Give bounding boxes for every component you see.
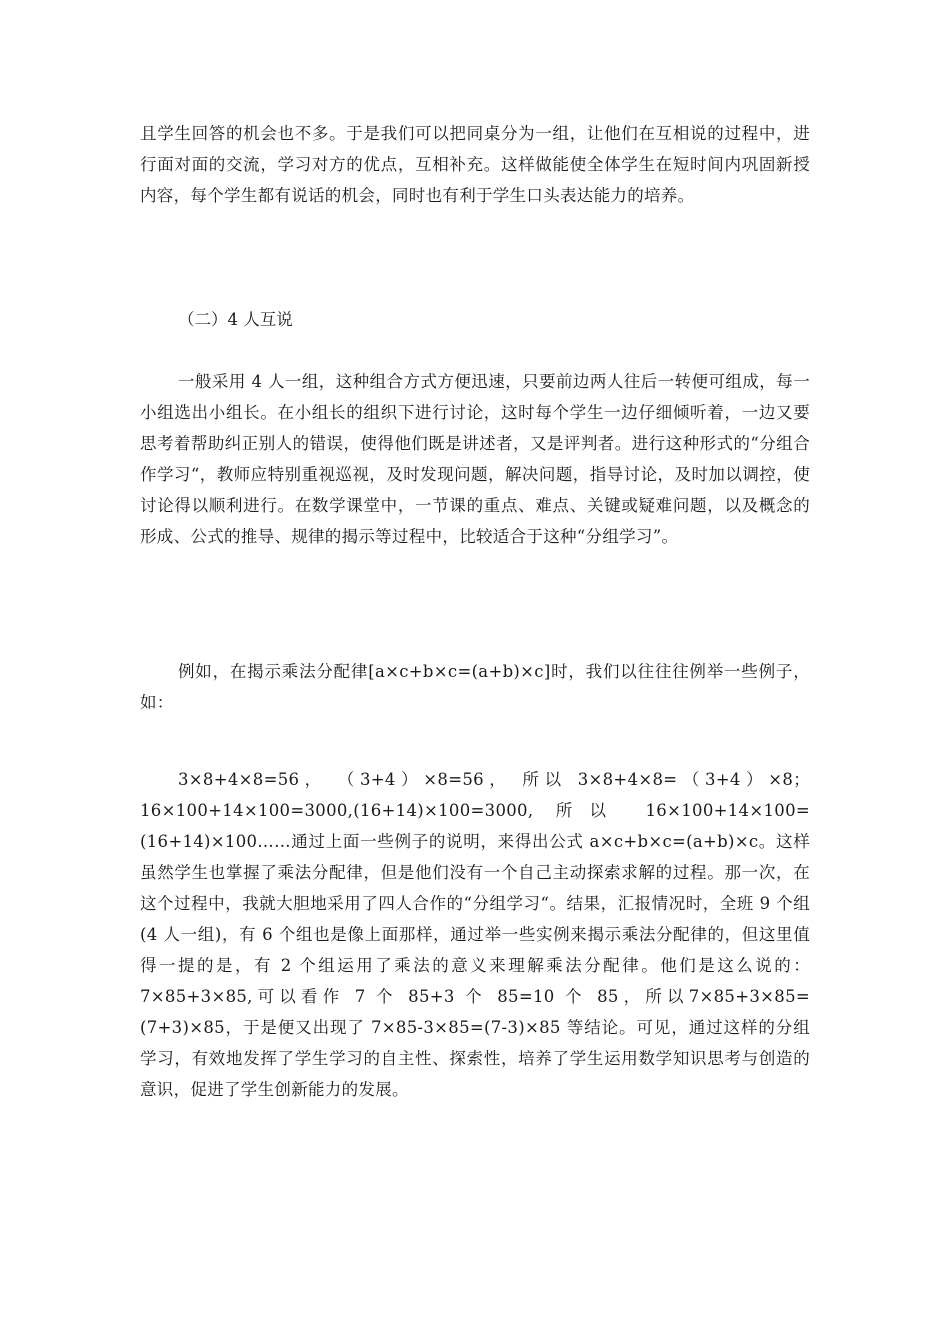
- section-heading-four-person: （二）4 人互说: [178, 310, 293, 329]
- paragraph-example-details: 3×8+4×8=56， （3+4）×8=56， 所以 3×8+4×8=（3+4）×8；16×100+14×100=3000,(16+14)×100=3000, 所以 16×100+14×100=(16+14)×100……通过上面一些例子的说明，来得出公式 a×c+b×c=(a+b)×c。这样虽然学生也掌握了乘法分配律，但是他们没有一个自己主动探索求解的过程。那一次，在这个过程中，我就大胆地采用了四人合作的“分组学习“。结果，汇报情况时，全班 9 个组(4 人一组)，有 6 个组也是像上面那样，通过举一些实例来揭示乘法分配律的，但这里值得一提的是，有 2 个组运用了乘法的意义来理解乘法分配律。他们是这么说的：7×85+3×85,可以看作 7 个 85+3 个 85=10 个 85，所以7×85+3×85=(7+3)×85，于是便又出现了 7×85-3×85=(7-3)×85 等结论。可见，通过这样的分组学习，有效地发挥了学生学习的自主性、探索性，培养了学生运用数学知识思考与创造的意识，促进了学生创新能力的发展。: [140, 770, 810, 1099]
- paragraph-pair-discussion-end: 且学生回答的机会也不多。于是我们可以把同桌分为一组，让他们在互相说的过程中，进行面对面的交流，学习对方的优点，互相补充。这样做能使全体学生在短时间内巩固新授内容，每个学生都有说话的机会，同时也有利于学生口头表达能力的培养。: [140, 124, 810, 205]
- paragraph-example-intro: 例如，在揭示乘法分配律[a×c+b×c=(a+b)×c]时，我们以往往往例举一些例子，如：: [140, 662, 810, 712]
- paragraph-four-person-groups: 一般采用 4 人一组，这种组合方式方便迅速，只要前边两人往后一转便可组成，每一小组选出小组长。在小组长的组织下进行讨论，这时每个学生一边仔细倾听着，一边又要思考着帮助纠正别人的错误，使得他们既是讲述者，又是评判者。进行这种形式的“分组合作学习“，教师应特别重视巡视，及时发现问题，解决问题，指导讨论，及时加以调控，使讨论得以顺利进行。在数学课堂中，一节课的重点、难点、关键或疑难问题，以及概念的形成、公式的推导、规律的揭示等过程中，比较适合于这种“分组学习”。: [140, 372, 810, 546]
